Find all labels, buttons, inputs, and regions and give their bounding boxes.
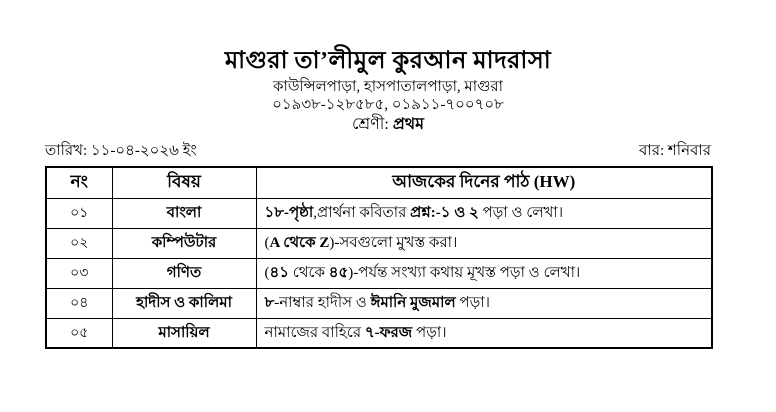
meta-row [45,139,711,164]
day-value: শনিবার [667,143,711,160]
subject-cell: বাংলা [112,198,256,228]
homework-cell: (৪১ থেকে ৪৫)-পর্যন্ত সংখ্যা কথায় মূখস্ত পড়া ও লেখা। [256,258,712,288]
class-line [0,116,776,134]
school-header [0,0,776,134]
row-number-cell: ০২ [46,228,112,258]
row-number-cell: ০১ [46,198,112,228]
table-row [46,288,712,318]
day-line [639,139,711,164]
school-phone-numbers: ০১৯৩৮-১২৮৫৮৫, ০১৯১১-৭০০৭০৮ [272,96,504,113]
subject-cell: হাদীস ও কালিমা [112,288,256,318]
subject-cell: মাসায়িল [112,318,256,348]
row-number-cell: ০৩ [46,258,112,288]
column-header-no: নং [46,167,112,198]
table-header-row [46,167,712,198]
table-row [46,318,712,348]
date-value: ১১-০৪-২০২৬ ইং [90,143,197,160]
homework-cell: নামাজের বাহিরে ৭-ফরজ পড়া। [256,318,712,348]
class-label: শ্রেণী: [351,116,389,134]
day-label: বার: [639,143,665,160]
table-row [46,198,712,228]
homework-cell: ১৮-পৃষ্ঠা,প্রার্থনা কবিতার প্রশ্ন:-১ ও ২ পড়া ও লেখা। [256,198,712,228]
column-header-homework: আজকের দিনের পাঠ (HW) [256,167,712,198]
class-value: প্রথম [392,116,425,134]
school-address: কাউন্সিলপাড়া, হাসপাতালপাড়া, মাগুরা [272,78,503,95]
homework-table [45,166,713,349]
row-number-cell: ০৪ [46,288,112,318]
homework-cell: (A থেকে Z)-সবগুলো মুখস্ত করা। [256,228,712,258]
date-label: তারিখ: [45,143,88,160]
school-title: মাগুরা তা’লীমুল কুরআন মাদরাসা [224,48,552,74]
subject-cell: কম্পিউটার [112,228,256,258]
table-row [46,228,712,258]
table-row [46,258,712,288]
column-header-subject: বিষয় [112,167,256,198]
homework-cell: ৮-নাম্বার হাদীস ও ঈমানি মুজমাল পড়া। [256,288,712,318]
subject-cell: গণিত [112,258,256,288]
date-line [45,139,197,164]
row-number-cell: ০৫ [46,318,112,348]
